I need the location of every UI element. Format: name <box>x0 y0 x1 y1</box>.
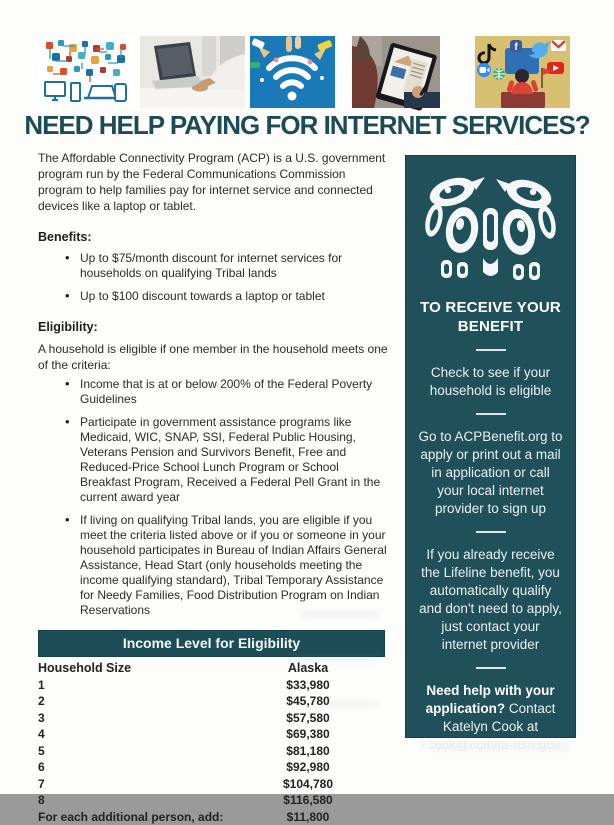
main-content <box>38 150 390 825</box>
scan-artifact <box>310 700 380 708</box>
table-row: 3 $57,580 <box>38 710 385 727</box>
column-header-alaska: Alaska <box>243 660 373 677</box>
wifi-illustration <box>250 36 335 108</box>
list-item: • Income that is at or below 200% of the Federal Poverty Guidelines <box>80 377 390 407</box>
sidebar-step-lifeline: If you already receive the Lifeline benefit, you automatically qualify and don't need to apply, just contact your internet provider <box>418 546 563 654</box>
facebook-icon <box>510 40 522 53</box>
table-row: For each additional person, add: $11,800 <box>38 809 385 825</box>
help-question: Need help with your application? <box>426 683 555 716</box>
online-learning-illustration <box>475 36 570 108</box>
table-row: 7 $104,780 <box>38 776 385 793</box>
divider <box>476 413 506 415</box>
gmail-icon <box>551 40 566 51</box>
table-row: 1 $33,980 <box>38 677 385 694</box>
list-item: • Participate in government assistance programs like Medicaid, WIC, SNAP, SSI, Federal Public Housing, Veterans Pension and Survivors Benefit, Free and Reduced-Price School Lunch Program or School Breakfast Program, Received a Federal Pell Grant in the current award year <box>80 415 390 505</box>
divider <box>476 349 506 351</box>
divider <box>476 531 506 533</box>
sidebar <box>405 155 576 738</box>
tablet-photo <box>352 36 440 108</box>
globe-icon <box>493 68 505 80</box>
benefits-list <box>38 251 390 304</box>
scan-artifact <box>290 655 380 663</box>
laptop-work-photo <box>140 36 245 108</box>
tech-icons-collage-image <box>38 36 135 108</box>
eligibility-heading: Eligibility: <box>38 319 390 335</box>
benefits-heading: Benefits: <box>38 229 390 245</box>
list-item: • If living on qualifying Tribal lands, you are eligible if you meet the criteria listed above or if you or someone in your household participates in Bureau of Indian Affairs General Assistance, Head Start (only households meeting the income qualifying standard), Tribal Temporary Assistance for Needy Families, Food Distribution Program on Indian Reservations <box>80 513 390 618</box>
income-table-title: Income Level for Eligibility <box>38 630 385 657</box>
intro-paragraph: The Affordable Connectivity Program (ACP) is a U.S. government program run by the Federal Communications Commission program to help families pay for internet service and connected devices like a laptop or tablet. <box>38 150 390 214</box>
divider <box>476 667 506 669</box>
list-item: • Up to $100 discount towards a laptop or tablet <box>80 289 390 304</box>
formline-ravens-art <box>419 168 562 290</box>
help-contact-details: Contact Katelyn Cook at kcook@ccthita-nsn.gov <box>421 701 561 752</box>
zoom-icon <box>477 63 491 77</box>
table-row: 6 $92,980 <box>38 759 385 776</box>
table-row: 2 $45,780 <box>38 693 385 710</box>
svg-text:f: f <box>514 42 518 53</box>
table-row: 4 $69,380 <box>38 726 385 743</box>
column-header-household-size: Household Size <box>38 660 243 677</box>
eligibility-list <box>38 377 390 618</box>
table-row: 8 $116,580 <box>38 792 385 809</box>
scan-artifact <box>300 610 380 618</box>
sidebar-heading: TO RECEIVE YOUR BENEFIT <box>418 298 563 336</box>
scan-artifact <box>430 742 570 752</box>
sidebar-step-eligibility: Check to see if your household is eligible <box>418 364 563 400</box>
list-item: • Up to $75/month discount for internet services for households on qualifying Tribal lands <box>80 251 390 281</box>
eligibility-intro: A household is eligible if one member in the household meets one of the criteria: <box>38 341 390 373</box>
table-row: 5 $81,180 <box>38 743 385 760</box>
page-title: NEED HELP PAYING FOR INTERNET SERVICES? <box>0 110 614 141</box>
sidebar-step-apply: Go to ACPBenefit.org to apply or print out a mail in application or call your local internet provider to sign up <box>418 428 563 518</box>
